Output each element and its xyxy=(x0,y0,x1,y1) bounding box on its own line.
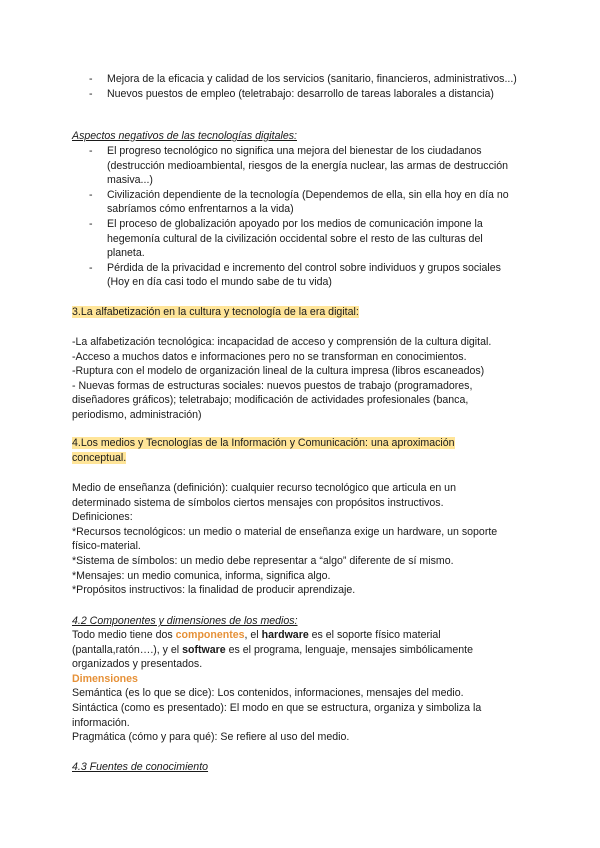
advantages-list xyxy=(0,72,600,101)
section42-body xyxy=(72,628,512,745)
section3-heading xyxy=(72,305,532,320)
list-item: - El progreso tecnológico no significa una mejora del bienestar de los ciudadanos (destrucción medioambiental, riesgos de la energía nuclear, las armas de destrucción masiva...) xyxy=(0,144,522,188)
hardware-keyword: hardware xyxy=(261,629,309,641)
definition-item: *Propósitos instructivos: la finalidad de producir aprendizaje. xyxy=(72,584,356,597)
list-item: - Civilización dependiente de la tecnología (Dependemos de ella, sin ella hoy en día no sabríamos cómo enfrentarnos a la vida) xyxy=(0,188,522,217)
section43-heading: 4.3 Fuentes de conocimiento xyxy=(72,761,209,773)
text-run: es el soporte físico material (pantalla,ratón….), y el xyxy=(72,629,441,656)
definition-item: *Sistema de símbolos: un medio debe representar a “algo” diferente de sí mismo. xyxy=(72,554,454,567)
section4-heading xyxy=(72,436,492,465)
text-run: es el programa, lenguaje, mensajes simbólicamente organizados y presentados. xyxy=(72,643,474,671)
definitions-label: Definiciones: xyxy=(72,511,133,524)
text-run: , el xyxy=(244,629,262,641)
components-keyword: componentes xyxy=(175,629,245,641)
list-item: - El proceso de globalización apoyado por los medios de comunicación impone la hegemonía cultural de la civilización occidental sobre el resto de las culturas del planeta. xyxy=(0,217,522,261)
list-item: - Mejora de la eficacia y calidad de los servicios (sanitario, financieros, administrativos...) xyxy=(0,72,522,87)
definition-item: *Recursos tecnológicos: un medio o material de enseñanza exige un hardware, un soporte físico-material. xyxy=(72,525,498,553)
paragraph-line: - Nuevas formas de estructuras sociales: nuevos puestos de trabajo (programadores, diseñadores gráficos); teletrabajo; modificación de actividades profesionales (banca, periodismo, administración) xyxy=(72,379,473,421)
dimension-item: Pragmática (cómo y para qué): Se refiere al uso del medio. xyxy=(72,731,350,744)
dimension-item: Semántica (es lo que se dice): Los contenidos, informaciones, mensajes del medio. xyxy=(72,687,464,700)
negatives-heading: Aspectos negativos de las tecnologías digitales: xyxy=(72,130,297,142)
dimensions-label: Dimensiones xyxy=(72,672,138,685)
list-item: - Pérdida de la privacidad e incremento del control sobre individuos y grupos sociales (Hoy en día casi todo el mundo sabe de tu vida) xyxy=(0,261,522,290)
paragraph-line: -La alfabetización tecnológica: incapacidad de acceso y comprensión de la cultura digital. xyxy=(72,336,492,348)
components-paragraph xyxy=(72,628,512,672)
section4-body xyxy=(72,481,517,598)
section4-heading-text: 4.Los medios y Tecnologías de la Información y Comunicación: una aproximación conceptual. xyxy=(72,437,455,464)
definition-item: *Mensajes: un medio comunica, informa, significa algo. xyxy=(72,569,331,582)
negatives-list xyxy=(0,144,600,290)
list-item: - Nuevos puestos de empleo (teletrabajo: desarrollo de tareas laborales a distancia) xyxy=(0,87,522,102)
software-keyword: software xyxy=(182,643,226,656)
section3-body xyxy=(72,335,522,423)
text-run: Todo medio tiene dos xyxy=(72,629,176,641)
section3-heading-text: 3.La alfabetización en la cultura y tecnología de la era digital: xyxy=(72,306,359,318)
paragraph-line: -Acceso a muchos datos e informaciones pero no se transforman en conocimientos. xyxy=(72,350,467,363)
section42-heading: 4.2 Componentes y dimensiones de los medios: xyxy=(72,615,298,627)
paragraph-line: -Ruptura con el modelo de organización lineal de la cultura impresa (libros escaneados) xyxy=(72,365,485,378)
dimension-item: Sintáctica (como es presentado): El modo en que se estructura, organiza y simboliza la información. xyxy=(72,701,482,729)
definition-paragraph: Medio de enseñanza (definición): cualquier recurso tecnológico que articula en un determinado sistema de símbolos ciertos mensajes con propósitos instructivos. xyxy=(72,482,456,509)
